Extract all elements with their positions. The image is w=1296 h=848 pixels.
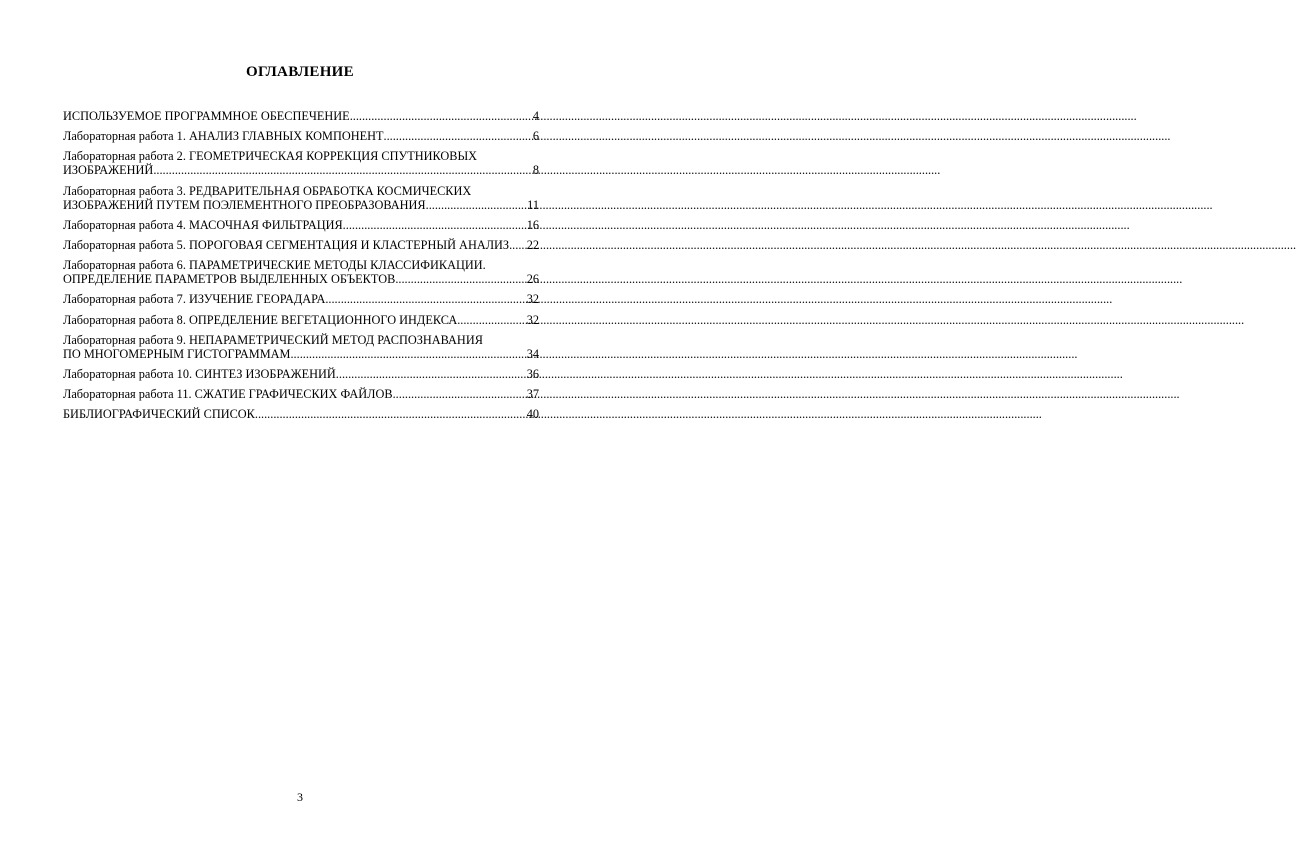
dot-leader bbox=[426, 198, 528, 212]
toc-list bbox=[63, 109, 539, 427]
toc-entry-label: Лабораторная работа 10. СИНТЕЗ ИЗОБРАЖЕНИЙ bbox=[63, 366, 336, 381]
toc-entry-row bbox=[63, 109, 539, 123]
toc-entry-lab-3[interactable] bbox=[63, 184, 539, 212]
toc-entry-lab-5[interactable] bbox=[63, 238, 539, 252]
toc-entry-row bbox=[63, 238, 539, 252]
dot-leader bbox=[325, 292, 526, 306]
toc-entry-row bbox=[63, 313, 539, 327]
toc-entry-row bbox=[63, 198, 539, 212]
toc-entry-page: 40 bbox=[526, 407, 539, 422]
toc-entry-lab-10[interactable] bbox=[63, 367, 539, 381]
dot-leader bbox=[395, 272, 526, 286]
toc-entry-lab-11[interactable] bbox=[63, 387, 539, 401]
toc-entry-lab-4[interactable] bbox=[63, 218, 539, 232]
toc-entry-label: Лабораторная работа 4. МАСОЧНАЯ ФИЛЬТРАЦИЯ bbox=[63, 217, 343, 232]
toc-entry-row bbox=[63, 367, 539, 381]
toc-entry-row bbox=[63, 218, 539, 232]
toc-entry-row bbox=[63, 163, 539, 177]
toc-entry-label-line2: ОПРЕДЕЛЕНИЕ ПАРАМЕТРОВ ВЫДЕЛЕННЫХ ОБЪЕКТОВ bbox=[63, 272, 396, 287]
toc-entry-label-line1: Лабораторная работа 2. ГЕОМЕТРИЧЕСКАЯ КОРРЕКЦИЯ СПУТНИКОВЫХ bbox=[63, 149, 478, 164]
dot-leader bbox=[393, 387, 527, 401]
toc-entry-page: 8 bbox=[532, 163, 539, 178]
toc-entry-page: 34 bbox=[526, 346, 539, 361]
toc-entry-row bbox=[63, 272, 539, 286]
toc-entry-row bbox=[63, 387, 539, 401]
toc-entry-page: 6 bbox=[532, 129, 539, 144]
toc-entry-row bbox=[63, 129, 539, 143]
toc-entry-page: 37 bbox=[526, 387, 539, 402]
toc-entry-page: 32 bbox=[526, 312, 539, 327]
toc-entry-lab-9[interactable] bbox=[63, 333, 539, 361]
toc-entry-label: ИСПОЛЬЗУЕМОЕ ПРОГРАММНОЕ ОБЕСПЕЧЕНИЕ bbox=[63, 109, 350, 123]
toc-entry-label-line1: Лабораторная работа 9. НЕПАРАМЕТРИЧЕСКИЙ МЕТОД РАСПОЗНАВАНИЯ bbox=[63, 332, 483, 347]
toc-entry-page: 16 bbox=[526, 217, 539, 232]
dot-leader bbox=[350, 109, 533, 123]
toc-entry-page: 32 bbox=[526, 292, 539, 307]
page-number: 3 bbox=[297, 790, 303, 804]
toc-entry-label-line2: ИЗОБРАЖЕНИЙ ПУТЕМ ПОЭЛЕМЕНТНОГО ПРЕОБРАЗОВАНИЯ bbox=[63, 197, 426, 212]
toc-entry-label: Лабораторная работа 8. ОПРЕДЕЛЕНИЕ ВЕГЕТАЦИОННОГО ИНДЕКСА bbox=[63, 312, 458, 327]
toc-entry-lab-2[interactable] bbox=[63, 149, 539, 177]
toc-entry-page: 36 bbox=[526, 366, 539, 381]
dot-leader bbox=[336, 367, 527, 381]
toc-title: ОГЛАВЛЕНИЕ bbox=[246, 64, 354, 80]
toc-entry-label-line2: ИЗОБРАЖЕНИЙ bbox=[63, 163, 154, 178]
toc-entry-label-line1: Лабораторная работа 6. ПАРАМЕТРИЧЕСКИЕ МЕТОДЫ КЛАССИФИКАЦИИ. bbox=[63, 258, 486, 273]
toc-entry-software[interactable] bbox=[63, 109, 539, 123]
toc-entry-page: 11 bbox=[527, 197, 539, 212]
toc-entry-bibliography[interactable] bbox=[63, 407, 539, 421]
toc-entry-lab-7[interactable] bbox=[63, 292, 539, 306]
toc-entry-label: БИБЛИОГРАФИЧЕСКИЙ СПИСОК bbox=[63, 407, 255, 422]
dot-leader bbox=[290, 347, 526, 361]
toc-entry-row bbox=[63, 407, 539, 421]
dot-leader bbox=[457, 313, 527, 327]
toc-entry-page: 26 bbox=[526, 272, 539, 287]
toc-entry-row bbox=[63, 292, 539, 306]
dot-leader bbox=[255, 407, 527, 421]
toc-entry-label: Лабораторная работа 11. СЖАТИЕ ГРАФИЧЕСКИХ ФАЙЛОВ bbox=[63, 387, 393, 402]
toc-entry-page: 4 bbox=[532, 109, 539, 123]
toc-entry-lab-6[interactable] bbox=[63, 258, 539, 286]
toc-entry-label: Лабораторная работа 7. ИЗУЧЕНИЕ ГЕОРАДАРА bbox=[63, 292, 326, 307]
toc-entry-label-line1: Лабораторная работа 3. РЕДВАРИТЕЛЬНАЯ ОБРАБОТКА КОСМИЧЕСКИХ bbox=[63, 183, 472, 198]
dot-leader bbox=[153, 163, 533, 177]
dot-leader bbox=[384, 129, 533, 143]
document-page bbox=[0, 0, 600, 848]
toc-entry-lab-1[interactable] bbox=[63, 129, 539, 143]
toc-entry-label-line2: ПО МНОГОМЕРНЫМ ГИСТОГРАММАМ bbox=[63, 346, 291, 361]
dot-leader bbox=[343, 218, 527, 232]
toc-entry-lab-8[interactable] bbox=[63, 313, 539, 327]
toc-entry-label: Лабораторная работа 1. АНАЛИЗ ГЛАВНЫХ КОМПОНЕНТ bbox=[63, 129, 384, 144]
toc-entry-label: Лабораторная работа 5. ПОРОГОВАЯ СЕГМЕНТАЦИЯ И КЛАСТЕРНЫЙ АНАЛИЗ bbox=[63, 237, 510, 252]
toc-entry-page: 22 bbox=[526, 237, 539, 252]
dot-leader bbox=[509, 238, 527, 252]
toc-entry-row bbox=[63, 347, 539, 361]
